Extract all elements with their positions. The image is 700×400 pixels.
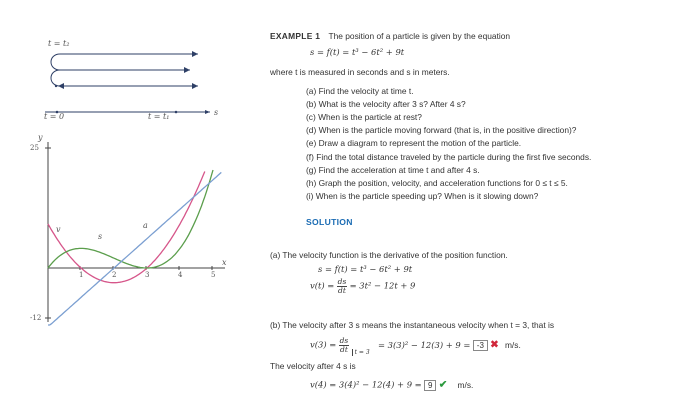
part-c: (c) When is the particle at rest?: [306, 112, 422, 122]
example-header: [270, 32, 510, 40]
ds-dt-eval: $\frac{ds}{dt}$: [339, 336, 349, 354]
x-tick-label: 1: [79, 271, 84, 279]
part-a: (a) Find the velocity at time t.: [306, 86, 414, 96]
curve-label-s: s: [98, 232, 103, 241]
example-label: EXAMPLE 1: [270, 31, 321, 41]
part-g: (g) Find the acceleration at time t and after 4 s.: [306, 165, 480, 175]
graph-y-label: y: [38, 133, 43, 142]
ds-dt-fraction: $\frac{ds}{dt}$: [337, 277, 347, 295]
path-segment-final: [51, 54, 198, 70]
solution-b-v3: [310, 337, 521, 356]
solution-a-text: (a) The velocity function is the derivative of the position function.: [270, 250, 508, 260]
solution-b-text: (b) The velocity after 3 s means the instantaneous velocity when t = 3, that is: [270, 320, 555, 330]
example-where: where t is measured in seconds and s in meters.: [270, 67, 450, 77]
x-tick-label: 3: [145, 271, 150, 279]
x-tick-label: 2: [112, 271, 117, 279]
curve-label-a: a: [143, 221, 148, 230]
v4-units: m/s.: [457, 379, 474, 390]
y-max-label: 25: [30, 144, 39, 152]
part-i: (i) When is the particle speeding up? When is it slowing down?: [306, 191, 539, 201]
s-axis-label: s: [214, 108, 219, 117]
x-tick-label: 4: [178, 271, 183, 279]
y-min-label: -12: [30, 314, 42, 322]
part-d: (d) When is the particle moving forward (that is, in the positive direction)?: [306, 125, 577, 135]
v4-answer-box[interactable]: 9: [424, 380, 436, 391]
correct-check-icon: ✔: [438, 379, 448, 391]
path-segment-forward: [51, 70, 190, 86]
example-equation: s = f(t) = t³ − 6t² + 9t: [310, 47, 405, 57]
part-b: (b) What is the velocity after 3 s? After 4 s?: [306, 99, 466, 109]
graph-svg: [20, 130, 240, 330]
velocity-curve: [48, 172, 205, 283]
v3-answer-box[interactable]: -3: [473, 340, 488, 351]
example-intro: The position of a particle is given by the equation: [328, 31, 511, 41]
incorrect-x-icon: ✖: [490, 339, 499, 351]
part-h: (h) Graph the position, velocity, and acceleration functions for 0 ≤ t ≤ 5.: [306, 178, 568, 188]
velocity-rhs: = 3t² − 12t + 9: [349, 280, 416, 291]
part-f: (f) Find the total distance traveled by the particle during the first five seconds.: [306, 152, 592, 162]
eval-subscript: t = 3: [352, 349, 370, 356]
part-e: (e) Draw a diagram to represent the motion of the particle.: [306, 138, 522, 148]
solution-a-eq1: s = f(t) = t³ − 6t² + 9t: [318, 264, 413, 274]
example-panel: [270, 0, 700, 400]
label-t-eq-t1: t = t₁: [148, 112, 170, 121]
solution-heading: SOLUTION: [306, 217, 353, 227]
velocity-lhs: v(t) =: [310, 280, 335, 291]
v3-units: m/s.: [504, 339, 521, 350]
label-t-eq-t2: t = t₂: [48, 39, 70, 48]
solution-b-after4: The velocity after 4 s is: [270, 361, 356, 371]
label-t-eq-0: t = 0: [44, 112, 65, 121]
x-tick-label: 5: [211, 271, 216, 279]
graph-x-label: x: [222, 258, 227, 267]
solution-b-v4: [310, 380, 473, 391]
solution-a-eq2: [310, 278, 415, 295]
curve-label-v: v: [56, 225, 61, 234]
v3-rhs: = 3(3)² − 12(3) + 9 =: [378, 339, 471, 350]
v3-lhs: v(3) =: [310, 339, 337, 350]
v4-eq: v(4) = 3(4)² − 12(4) + 9 =: [310, 379, 422, 390]
